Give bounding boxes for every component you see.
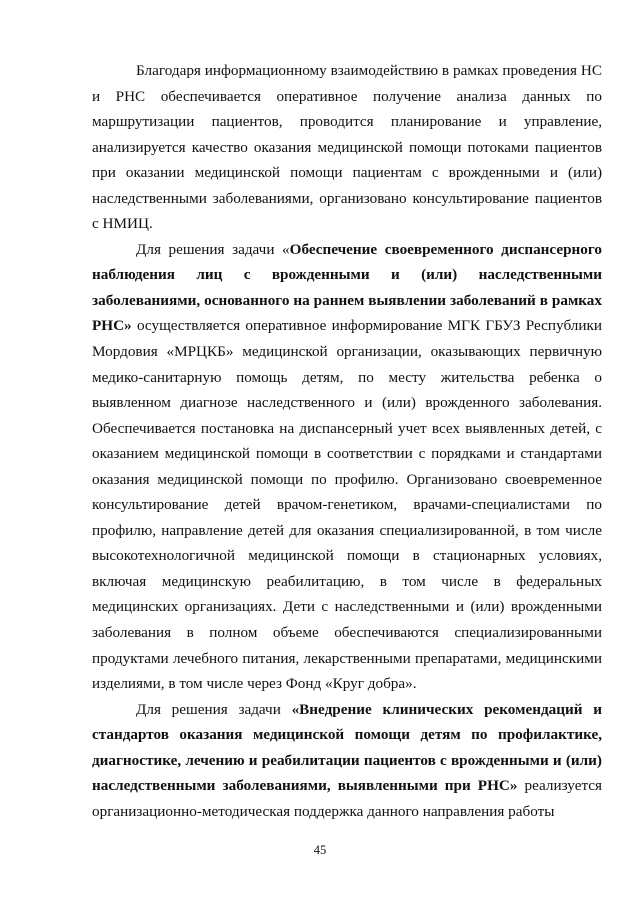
paragraph-text: Благодаря информационному взаимодействию в рамках проведения НС и РНС обеспечивается оперативное получение анализа данных по маршрутизации пациентов, проводится планирование и управление, анализируется качество оказания медицинской помощи потоками пациентов при оказании медицинской помощи пациентам с врожденными и (или) наследственными заболеваниями, организовано консультирование пациентов с НМИЦ. — [92, 62, 602, 233]
paragraph-1 — [92, 58, 602, 237]
paragraph-3 — [92, 697, 602, 825]
paragraph-text: Для решения задачи « — [136, 240, 290, 258]
paragraph-text: реализуется организационно-методическая поддержка данного направления работы — [92, 777, 602, 820]
task-title-bold: «Внедрение клинических рекомендаций и стандартов оказания медицинской помощи детям по профилактике, диагностике, лечению и реабилитации пациентов с врожденными и (или) наследственными заболеваниями, выявленными при РНС» — [92, 700, 602, 795]
paragraph-2 — [92, 237, 602, 697]
page-number: 45 — [313, 843, 327, 857]
paragraph-text: осуществляется оперативное информирование МГК ГБУЗ Республики Мордовия «МРЦКБ» медицинской организации, оказывающих первичную медико-санитарную помощь детям, по месту жительства ребенка о выявленном диагнозе наследственного и (или) врожденного заболевания. Обеспечивается постановка на диспансерный учет всех выявленных детей, с оказанием медицинской помощи в соответствии с порядками и стандартами оказания медицинской помощи по профилю. Организовано своевременное консультирование детей врачом-генетиком, врачами-специалистами по профилю, направление детей для оказания специализированной, в том числе высокотехнологичной медицинской помощи в стационарных условиях, включая медицинскую реабилитацию, в том числе в федеральных медицинских организациях. Дети с наследственными и (или) врожденными заболевания в полном объеме обеспечиваются специализированными продуктами лечебного питания, лекарственными препаратами, медицинскими изделиями, в том числе через Фонд «Круг добра». — [92, 317, 602, 693]
body-text — [92, 58, 602, 824]
paragraph-text: Для решения задачи — [136, 700, 292, 718]
task-title-bold: Обеспечение своевременного диспансерного наблюдения лиц с врожденными и (или) наследственными заболеваниями, основанного на раннем выявлении заболеваний в рамках РНС» — [92, 240, 602, 335]
